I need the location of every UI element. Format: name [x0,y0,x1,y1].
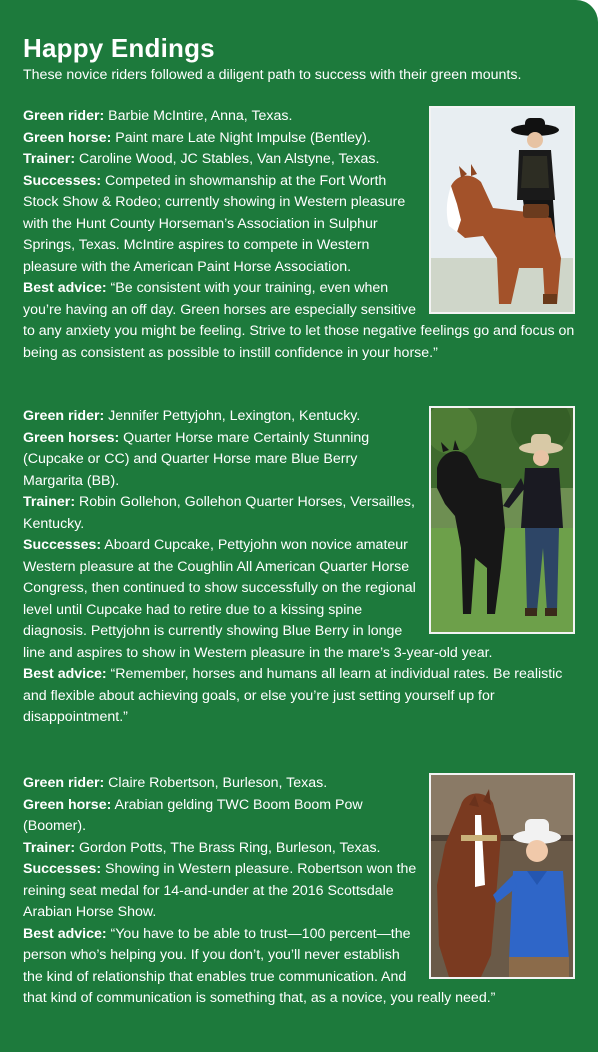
label-best-advice-3: Best advice: [23,925,107,942]
rider-1-horse: Paint mare Late Night Impulse (Bentley). [115,129,371,146]
rider-2-advice: “Remember, horses and humans all learn at individual rates. Be realistic and flexible about achieving goals, or else you’re just setting yourself up for disappointment.” [23,666,563,725]
label-trainer-2: Trainer: [23,494,76,510]
rider-section-2 [23,406,579,729]
photo-rider-2-image [431,408,573,632]
rider-3-advice: “You have to be able to trust—100 percent—the person who’s helping you. If you don’t, you’ll never establish the kind of relationship that enables true communication. And that kind of communication is something that, as a novice, you really need.” [23,925,496,1006]
rider-3-name: Claire Robertson, Burleson, Texas. [108,775,328,791]
rider-2-successes: Aboard Cupcake, Pettyjohn won novice amateur Western pleasure at the Coughlin All American Quarter Horse Congress, then continued to show successfully on the regional level until Cupcake had to retire due to a kissing spine diagnosis. Pettyjohn is currently showing Blue Berry in longe line and aspires to show in Western pleasure in the mare’s 3-year-old year. [23,537,493,661]
label-green-horse-3: Green horse: [23,796,112,813]
label-green-rider-1: Green rider: [23,108,105,124]
photo-rider-2 [429,406,575,634]
label-green-horses-2: Green horses: [23,429,120,446]
rider-1-successes: Competed in showmanship at the Fort Worth Stock Show & Rodeo; currently showing in Western pleasure with the Hunt County Horseman’s Association in Sulphur Springs, Texas. McIntire aspires to compete in Western pleasure with the American Paint Horse Association. [23,172,406,275]
label-green-rider-3: Green rider: [23,775,105,791]
rider-2-horses: Quarter Horse mare Certainly Stunning (Cupcake or CC) and Quarter Horse mare Blue Berry Margarita (BB). [23,429,370,489]
label-green-horse-1: Green horse: [23,129,112,146]
photo-rider-1-image [431,108,573,312]
rider-2-name: Jennifer Pettyjohn, Lexington, Kentucky. [108,408,361,424]
rider-1-name: Barbie McIntire, Anna, Texas. [108,108,293,124]
article-title: Happy Endings [23,33,215,63]
label-successes-2: Successes: [23,537,102,553]
rider-3-horse: Arabian gelding TWC Boom Boom Pow (Boomer). [23,796,363,834]
rider-1-advice: “Be consistent with your training, even when you’re having an off day. Green horses are especially sensitive to any anxiety you might be feeling. Strive to let those negative feelings go and focus on being as consistent as possible to instill confidence in your horse.” [23,280,575,361]
label-green-rider-2: Green rider: [23,408,105,424]
label-successes-3: Successes: [23,861,102,877]
photo-rider-3-image [431,775,573,977]
rider-1-trainer: Caroline Wood, JC Stables, Van Alstyne, Texas. [79,151,380,167]
label-trainer-1: Trainer: [23,151,76,167]
label-trainer-3: Trainer: [23,839,76,856]
article-intro: These novice riders followed a diligent path to success with their green mounts. [23,67,522,83]
label-best-advice-2: Best advice: [23,666,107,682]
label-successes-1: Successes: [23,172,102,189]
rider-section-3 [23,773,579,1010]
photo-rider-3 [429,773,575,979]
rider-3-successes: Showing in Western pleasure. Robertson won the reining seat medal for 14-and-under at the 2016 Scottsdale Arabian Horse Show. [23,861,417,920]
rider-2-trainer: Robin Gollehon, Gollehon Quarter Horses, Versailles, Kentucky. [23,494,415,532]
photo-rider-1 [429,106,575,314]
label-best-advice-1: Best advice: [23,280,107,296]
rider-section-1 [23,106,579,364]
rider-3-trainer: Gordon Potts, The Brass Ring, Burleson, Texas. [79,839,381,856]
